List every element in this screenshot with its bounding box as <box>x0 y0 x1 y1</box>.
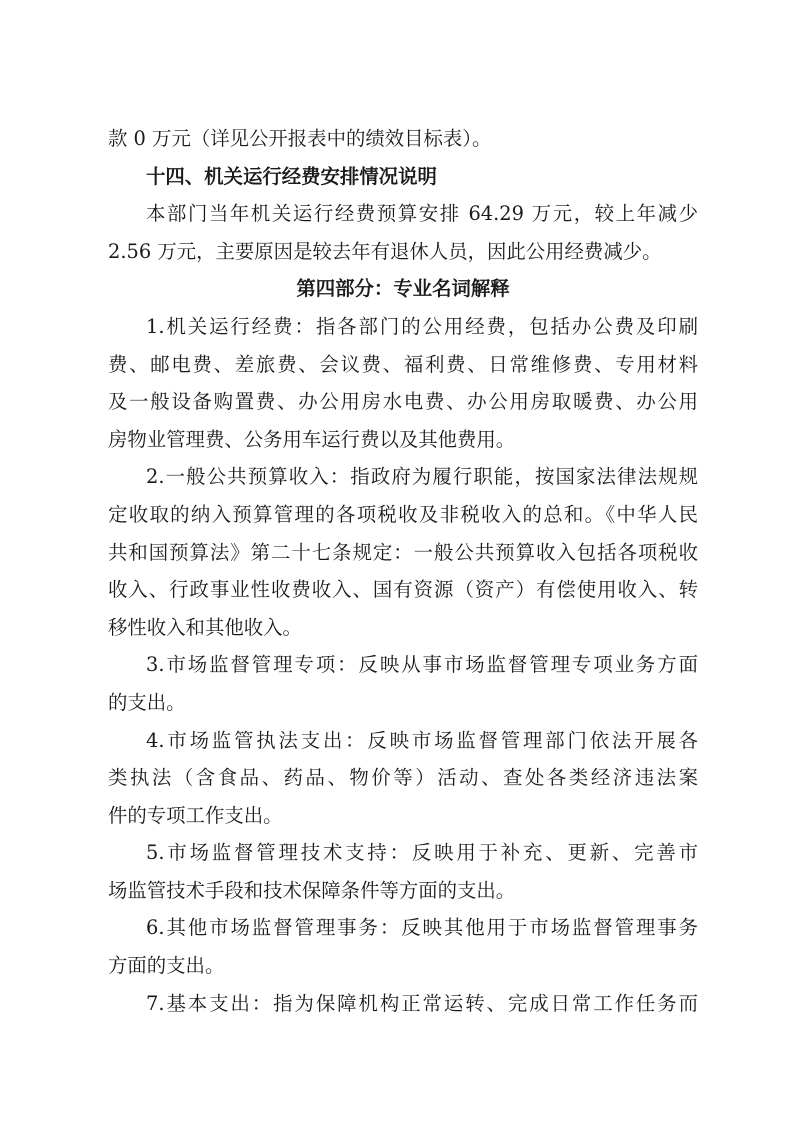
paragraph-line: 的支出。 <box>108 690 186 714</box>
paragraph-line: 2.一般公共预算收入：指政府为履行职能，按国家法律法规规 <box>146 465 698 489</box>
paragraph-line: 6.其他市场监督管理事务：反映其他用于市场监督管理事务 <box>146 916 698 940</box>
paragraph-line: 3.市场监督管理专项：反映从事市场监督管理专项业务方面 <box>146 653 698 677</box>
paragraph-line: 款 0 万元（详见公开报表中的绩效目标表）。 <box>108 127 492 150</box>
paragraph-line: 本部门当年机关运行经费预算安排 64.29 万元，较上年减少 <box>146 202 698 226</box>
paragraph-line: 费、邮电费、差旅费、会议费、福利费、日常维修费、专用材料 <box>108 352 698 376</box>
paragraph-line: 方面的支出。 <box>108 954 225 978</box>
section-heading: 十四、机关运行经费安排情况说明 <box>146 164 437 188</box>
paragraph-line: 移性收入和其他收入。 <box>108 615 302 639</box>
document-page <box>108 120 698 1022</box>
paragraph-line: 5.市场监督管理技术支持：反映用于补充、更新、完善市 <box>146 841 698 865</box>
paragraph-line: 场监管技术手段和技术保障条件等方面的支出。 <box>108 878 516 902</box>
part-heading: 第四部分：专业名词解释 <box>296 277 510 301</box>
paragraph-line: 2.56 万元，主要原因是较去年有退休人员，因此公用经费减少。 <box>108 239 662 263</box>
paragraph-line: 及一般设备购置费、办公用房水电费、办公用房取暖费、办公用 <box>108 390 698 414</box>
paragraph-line: 共和国预算法》第二十七条规定：一般公共预算收入包括各项税收 <box>108 540 698 564</box>
paragraph-line: 定收取的纳入预算管理的各项税收及非税收入的总和。《中华人民 <box>108 502 698 526</box>
paragraph-line: 7.基本支出：指为保障机构正常运转、完成日常工作任务而 <box>146 991 698 1015</box>
paragraph-line: 4.市场监管执法支出：反映市场监督管理部门依法开展各 <box>146 728 698 752</box>
paragraph-line: 房物业管理费、公务用车运行费以及其他费用。 <box>108 427 516 451</box>
paragraph-line: 件的专项工作支出。 <box>108 803 283 827</box>
paragraph-line: 1.机关运行经费：指各部门的公用经费，包括办公费及印刷 <box>146 314 698 338</box>
paragraph-line: 收入、行政事业性收费收入、国有资源（资产）有偿使用收入、转 <box>108 578 698 602</box>
paragraph-line: 类执法（含食品、药品、物价等）活动、查处各类经济违法案 <box>108 766 698 790</box>
